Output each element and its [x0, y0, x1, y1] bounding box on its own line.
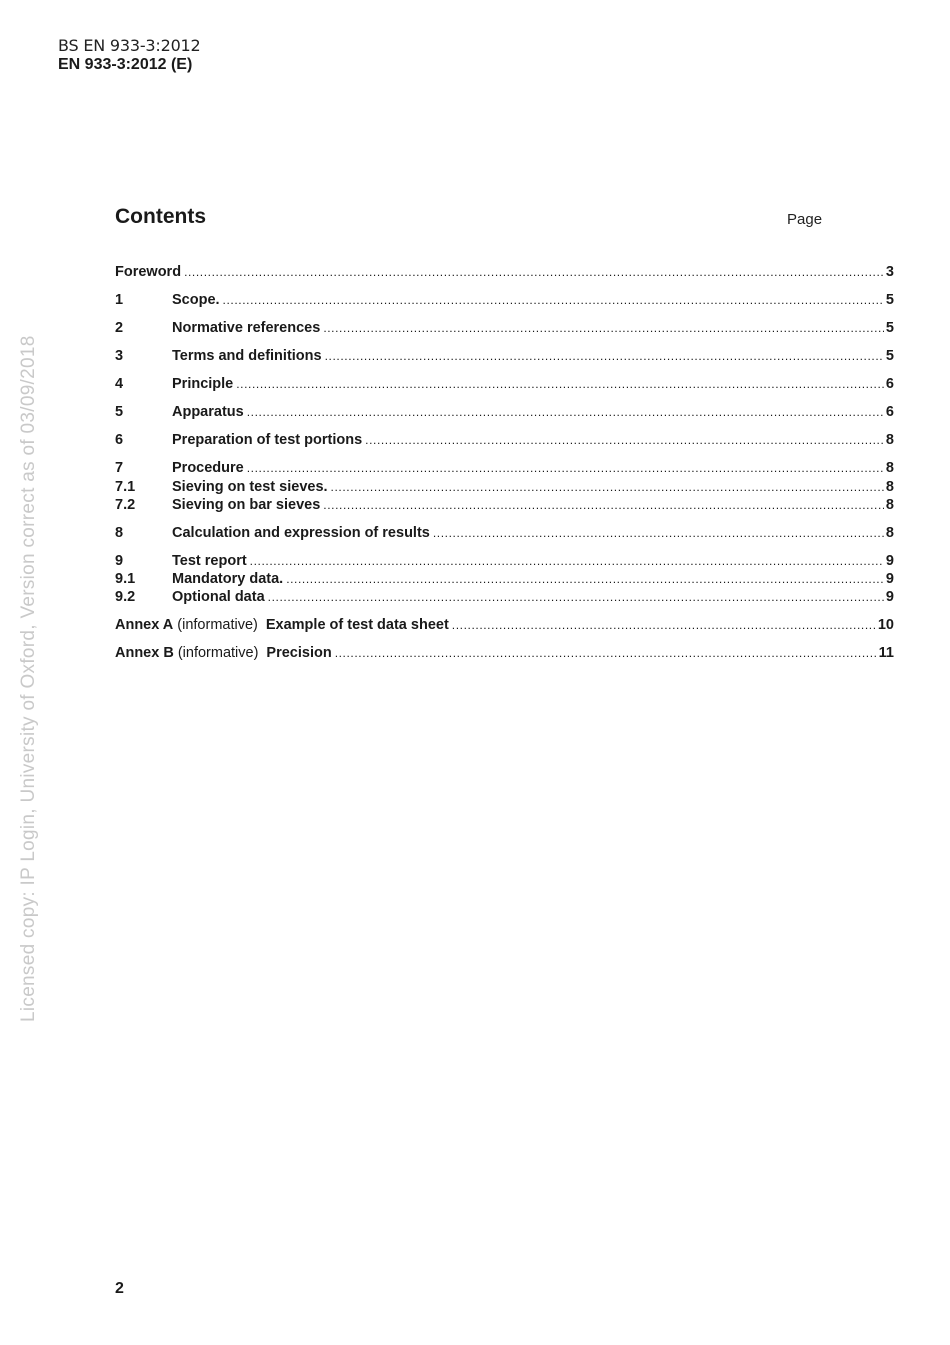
annex-title: Example of test data sheet	[265, 617, 449, 633]
annex-label: Annex A	[115, 617, 174, 633]
license-watermark: Licensed copy: IP Login, University of Oxford, Version correct as of 03/09/2018	[18, 335, 39, 1022]
dot-leader	[331, 478, 884, 496]
toc-entry-number: 4	[115, 376, 124, 392]
toc-entry-title: Principle	[172, 376, 234, 392]
annex-label: Annex B	[115, 645, 174, 661]
toc-entry-title: Sieving on test sieves.	[172, 479, 328, 495]
toc-entry-page: 5	[885, 348, 894, 364]
toc-entry-page: 9	[885, 553, 894, 569]
annex-kind: (informative)	[177, 645, 259, 661]
toc-entry-number: 9	[115, 553, 124, 569]
dot-leader	[335, 644, 877, 662]
dot-leader	[433, 524, 884, 542]
toc-entry-page: 8	[885, 432, 894, 448]
toc-entry-page: 8	[885, 479, 894, 495]
toc-entry[interactable]	[115, 552, 894, 570]
page-column-label: Page	[787, 211, 823, 228]
toc-entry-title: Scope.	[172, 292, 220, 308]
annex-kind: (informative)	[177, 617, 258, 633]
toc-entry[interactable]	[115, 319, 894, 337]
toc-entry[interactable]	[115, 347, 894, 365]
toc-entry-title: Sieving on bar sieves	[172, 497, 321, 513]
toc-entry[interactable]	[115, 524, 894, 542]
toc-entry-number: 9.2	[115, 589, 136, 605]
dot-leader	[325, 347, 884, 365]
toc-entry-number: 5	[115, 404, 124, 420]
toc-annex-b[interactable]	[115, 644, 894, 662]
dot-leader	[365, 431, 884, 449]
toc-entry-title: Apparatus	[172, 404, 244, 420]
annex-page: 11	[878, 645, 894, 661]
toc-entry[interactable]	[115, 570, 894, 588]
dot-leader	[323, 496, 884, 514]
dot-leader	[452, 616, 876, 634]
dot-leader	[286, 570, 884, 588]
toc-entry[interactable]	[115, 403, 894, 421]
toc-entry-number: 7	[115, 460, 124, 476]
toc-entry-number: 7.1	[115, 479, 136, 495]
toc-entry[interactable]	[115, 478, 894, 496]
toc-entry[interactable]	[115, 588, 894, 606]
toc-entry[interactable]	[115, 291, 894, 309]
toc-entry-page: 9	[885, 589, 894, 605]
toc-entry[interactable]	[115, 459, 894, 477]
annex-title: Precision	[266, 645, 332, 661]
toc-entry-page: 5	[885, 320, 894, 336]
toc-entry-title: Calculation and expression of results	[172, 525, 430, 541]
toc-entry[interactable]	[115, 496, 894, 514]
toc-entry-title: Procedure	[172, 460, 244, 476]
toc-entry-number: 1	[115, 292, 124, 308]
standard-id: BS EN 933-3:2012	[58, 36, 201, 55]
toc-entry[interactable]	[115, 431, 894, 449]
toc-entry[interactable]	[115, 375, 894, 393]
toc-entry-number: 3	[115, 348, 124, 364]
toc-entry-foreword[interactable]	[115, 263, 894, 281]
contents-heading: Contents	[115, 205, 206, 228]
dot-leader	[247, 459, 884, 477]
toc-entry-page: 8	[885, 460, 894, 476]
dot-leader	[268, 588, 884, 606]
toc-entry-title: Normative references	[172, 320, 321, 336]
standard-id-language: EN 933-3:2012 (E)	[58, 56, 193, 73]
toc-entry-title: Preparation of test portions	[172, 432, 363, 448]
dot-leader	[323, 319, 884, 337]
toc-entry-title: Test report	[172, 553, 247, 569]
toc-entry-title: Optional data	[172, 589, 265, 605]
toc-entry-title: Mandatory data.	[172, 571, 284, 587]
toc-annex-a[interactable]	[115, 616, 894, 634]
annex-page: 10	[877, 617, 894, 633]
toc-entry-number: 6	[115, 432, 124, 448]
toc-entry-page: 9	[885, 571, 894, 587]
toc-entry-page: 5	[885, 292, 894, 308]
toc-entry-page: 8	[885, 525, 894, 541]
toc-entry-page: 6	[885, 376, 894, 392]
dot-leader	[223, 291, 884, 309]
toc-entry-number: 9.1	[115, 571, 136, 587]
toc-entry-number: 2	[115, 320, 124, 336]
dot-leader	[247, 403, 884, 421]
toc-entry-page: 8	[885, 497, 894, 513]
page-number: 2	[115, 1280, 124, 1297]
toc-entry-title: Terms and definitions	[172, 348, 322, 364]
toc-entry-number: 8	[115, 525, 124, 541]
toc-entry-page: 3	[885, 264, 894, 280]
toc-entry-number: 7.2	[115, 497, 136, 513]
dot-leader	[184, 263, 884, 281]
toc-entry-page: 6	[885, 404, 894, 420]
dot-leader	[236, 375, 884, 393]
dot-leader	[250, 552, 884, 570]
toc-entry-title: Foreword	[115, 264, 182, 280]
